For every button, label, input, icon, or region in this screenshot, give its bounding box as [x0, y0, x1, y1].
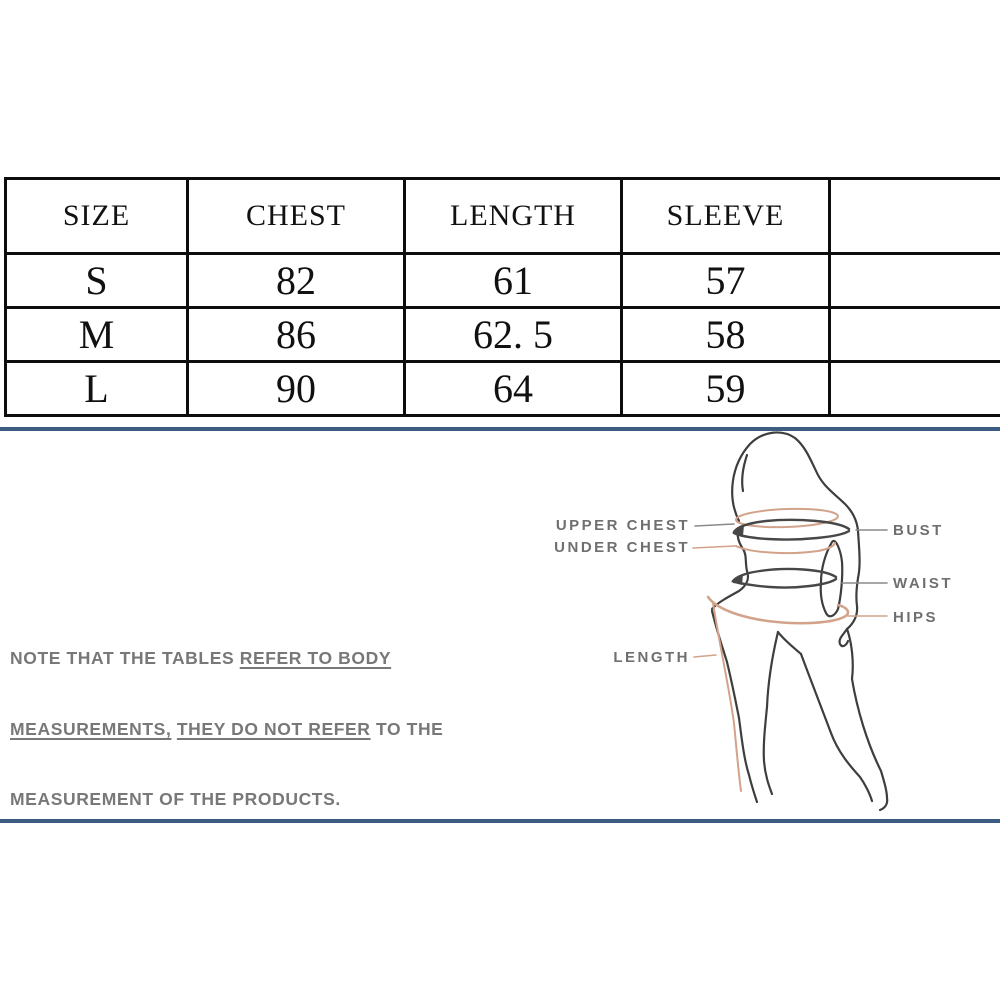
upper-chest-ellipse — [736, 507, 839, 529]
cell-chest-l: 90 — [189, 363, 406, 417]
cell-chest-m: 86 — [189, 309, 406, 363]
label-waist: WAIST — [893, 575, 953, 592]
cell-size-s: S — [7, 255, 189, 309]
length-line — [713, 603, 741, 791]
measurement-figure — [600, 425, 1000, 825]
cell-length-m: 62. 5 — [406, 309, 623, 363]
hips-arc — [708, 597, 848, 623]
label-under-chest: UNDER CHEST — [554, 539, 690, 556]
under-chest-arc — [736, 543, 835, 553]
cell-empty-m — [831, 309, 1000, 363]
cell-sleeve-l: 59 — [623, 363, 831, 417]
note-line-2: MEASUREMENTS, THEY DO NOT REFER TO THE — [10, 718, 444, 739]
col-header-length: LENGTH — [406, 180, 623, 255]
note-line-1: NOTE THAT THE TABLES REFER TO BODY — [10, 648, 392, 668]
col-header-sleeve: SLEEVE — [623, 180, 831, 255]
cell-length-s: 61 — [406, 255, 623, 309]
label-hips: HIPS — [893, 609, 939, 626]
col-header-chest: CHEST — [189, 180, 406, 255]
col-header-size: SIZE — [7, 180, 189, 255]
cell-sleeve-s: 57 — [623, 255, 831, 309]
cell-empty-s — [831, 255, 1000, 309]
note-line-3: MEASUREMENT OF THE PRODUCTS. — [10, 789, 341, 809]
figure-right-leg — [847, 629, 887, 810]
cell-size-l: L — [7, 363, 189, 417]
cell-sleeve-m: 58 — [623, 309, 831, 363]
cell-size-m: M — [7, 309, 189, 363]
label-bust: BUST — [893, 522, 944, 539]
label-length: LENGTH — [613, 649, 690, 666]
col-header-empty — [831, 180, 1000, 255]
cell-chest-s: 82 — [189, 255, 406, 309]
note-text — [10, 600, 510, 835]
bottom-divider — [0, 819, 1000, 823]
cell-empty-l — [831, 363, 1000, 417]
cell-length-l: 64 — [406, 363, 623, 417]
label-upper-chest: UPPER CHEST — [555, 517, 690, 534]
figure-torso-left — [712, 528, 748, 609]
size-table — [4, 177, 1000, 417]
